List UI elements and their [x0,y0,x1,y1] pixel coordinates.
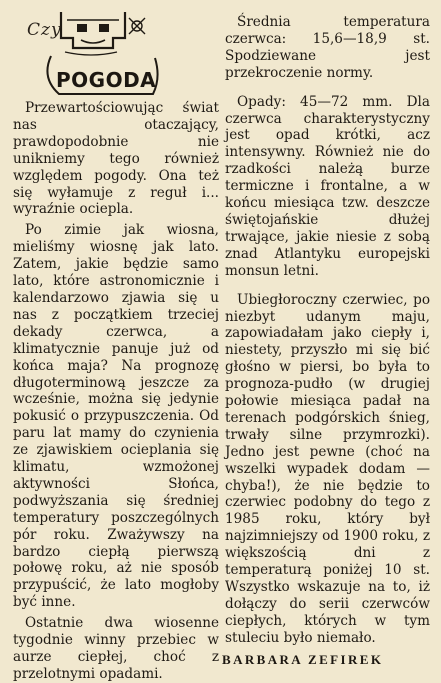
left-paragraph-2: Po zimie jak wiosna, mieliśmy wiosnę jak lato. Zatem, jakie będzie samo lato, które astronomicznie i kalendarzowo zjawia się u nas z początkiem trzeciej dekady czerwca, a klimatycznie panuje już od końca maja? Na prognozę długoterminową jeszcze za wcześnie, można się jedynie pokusić o przypuszczenia. Od paru lat mamy do czynienia ze zjawiskiem ocieplania się klimatu, wzmożonej aktywności Słońca, podwyższania się średniej temperatury poszczególnych pór roku. Zważywszy na bardzo ciepłą pierwszą połowę roku, aż nie sposób przypuścić, że lato mogłoby być inne. [13,222,219,611]
right-paragraph-3: Ubiegłoroczny czerwiec, po niezbyt udanym maju, zapowiadałam jako ciepły i, niestety, przyszło mi się bić głośno w piersi, bo była to prognoza-pudło (w drugiej połowie miesiąca padał na terenach podgórskich śnieg, trwały silne przymrozki). Jedno jest pewne (choć na wszelki wypadek dodam — chyba!), że nie będzie to czerwiec podobny do tego z 1985 roku, który był najzimniejszy od 1900 roku, z większością dni z temperaturą poniżej 10 st. Wszystko wskazuje na to, iż dołączy do serii czerwców ciepłych, których w tym stuleciu było niemało. [225,291,430,646]
right-paragraph-2: Opady: 45—72 mm. Dla czerwca charakterystyczny jest opad krótki, acz intensywny. Również nie do rzadkości należą burze termiczne i frontalne, a w końcu miesiąca tzw. deszcze świętojańskie dłużej trwające, jakie niesie z sobą znad Atlantyku europejski monsun letni. [225,93,430,279]
heading-illustration [21,8,163,96]
right-column [225,14,430,647]
right-paragraph-1: Średnia temperatura czerwca: 15,6—18,9 st. Spodziewane jest przekroczenie normy. [225,14,430,81]
left-column [13,100,219,683]
heading-title: POGODA [56,68,157,92]
heading-lede: Czy [27,20,62,40]
author-signature: BARBARA ZEFIREK [222,652,384,667]
left-paragraph-1: Przewartościowując świat nas otaczający, prawdopodobnie nie unikniemy tego również względem pogody. Ona też się wyłamuje z reguł i... wyraźnie ociepla. [13,100,219,218]
left-paragraph-3: Ostatnie dwa wiosenne tygodnie winny przebiec w aurze ciepłej, choć z przelotnymi opadami. [13,615,219,682]
